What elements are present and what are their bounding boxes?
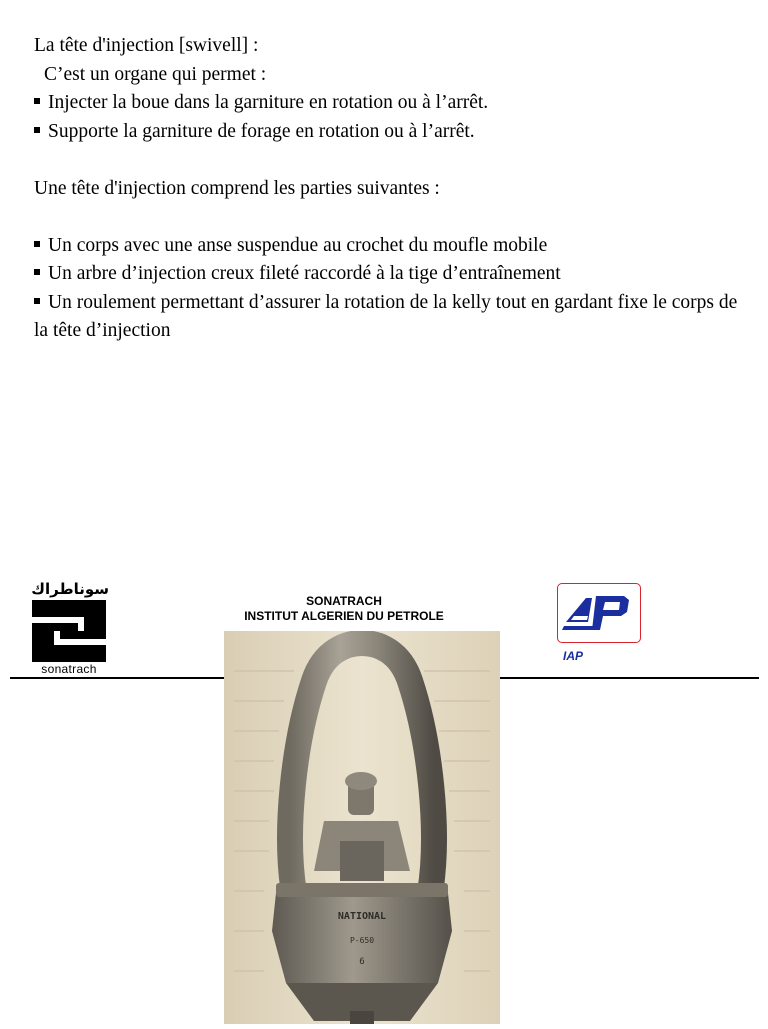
org-line-2: INSTITUT ALGERIEN DU PETROLE [244, 608, 444, 623]
iap-caption: IAP [563, 649, 584, 663]
spacer [34, 203, 754, 232]
iap-logo [557, 583, 641, 643]
institution-title [224, 594, 464, 623]
slide-text [34, 32, 754, 346]
body-label-2: P-650 [349, 936, 375, 945]
function-item-1 [34, 89, 754, 118]
swivel-heading: La tête d'injection [swivell] : [34, 35, 259, 56]
sonatrach-emblem-icon [29, 580, 109, 675]
part-text-1: Un corps avec une anse suspendue au crochet du moufle mobile [48, 234, 548, 256]
bullet-icon [34, 269, 40, 275]
sonatrach-logo [29, 580, 109, 675]
swivel-photo [224, 631, 500, 1024]
intro-line: C’est un organe qui permet : [44, 63, 267, 85]
swivel-illustration [224, 631, 500, 1024]
footer-divider-right [500, 677, 759, 679]
part-item-3 [34, 289, 754, 346]
bullet-icon [34, 241, 40, 247]
function-item-2 [34, 118, 754, 147]
part-item-2 [34, 260, 754, 289]
part-text-2: Un arbre d’injection creux fileté raccordé à la tige d’entraînement [48, 263, 561, 284]
function-text-1: Injecter la boue dans la garniture en rotation ou à l’arrêt. [48, 92, 489, 113]
footer-divider-left [10, 677, 224, 679]
sonatrach-arabic-wordmark: سوناطراك [31, 580, 109, 598]
org-line-1: SONATRACH [306, 594, 382, 608]
bullet-icon [34, 298, 40, 304]
sonatrach-wordmark: sonatrach [41, 662, 97, 676]
body-label-1: NATIONAL [337, 911, 387, 922]
body-label-3: 6 [359, 957, 365, 967]
bullet-icon [34, 127, 40, 133]
part-text-3: Un roulement permettant d’assurer la rotation de la kelly tout en gardant fixe le corps de la tête d’injection [34, 291, 738, 341]
function-text-2: Supporte la garniture de forage en rotation ou à l’arrêt. [48, 120, 475, 142]
part-item-1 [34, 232, 754, 261]
bullet-icon [34, 98, 40, 104]
iap-emblem-icon [558, 584, 639, 641]
spacer [34, 146, 754, 175]
parts-heading: Une tête d'injection comprend les parties suivantes : [34, 177, 440, 199]
